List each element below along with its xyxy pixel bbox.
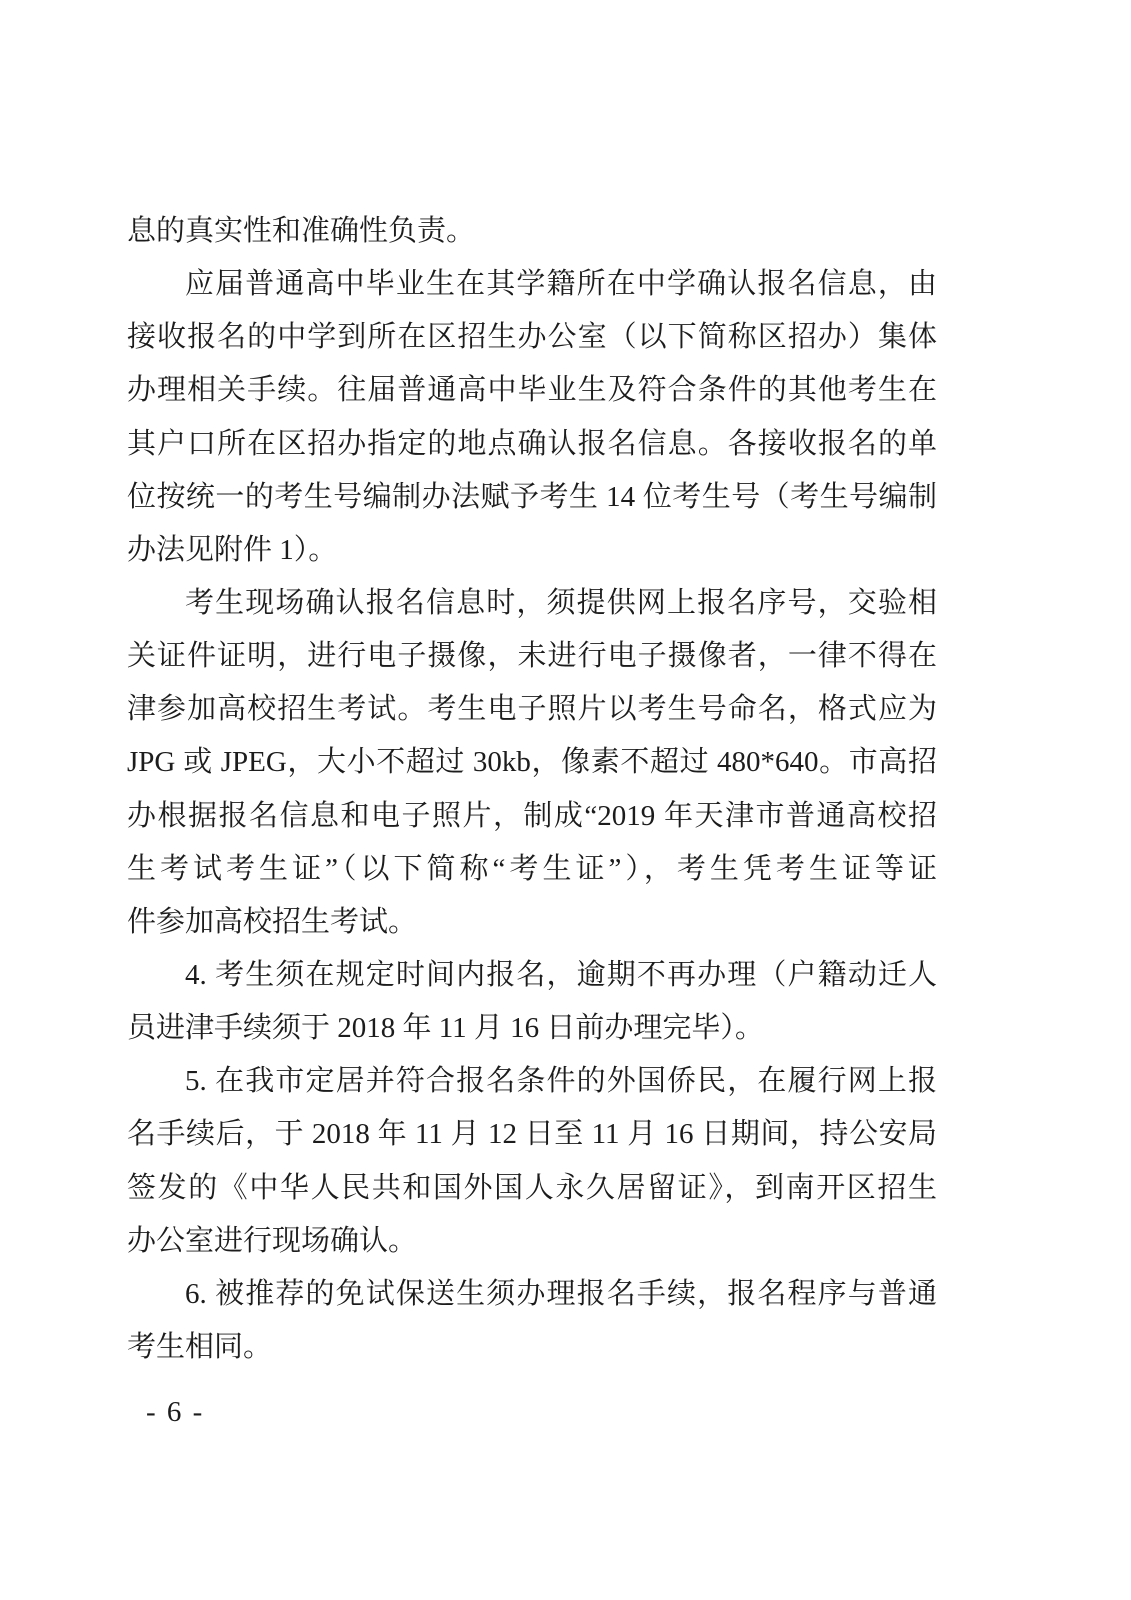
text-line: 办法见附件 1）。 (127, 533, 338, 566)
text-line: 件参加高校招生考试。 (127, 905, 418, 938)
text-line: 办根据报名信息和电子照片，制成“2019 年天津市普通高校招 (127, 799, 937, 832)
text-line: 其户口所在区招办指定的地点确认报名信息。各接收报名的单 (127, 427, 937, 460)
text-line: 津参加高校招生考试。考生电子照片以考生号命名，格式应为 (127, 693, 937, 726)
paragraph-item-5 (127, 1055, 937, 1268)
text-line: 接收报名的中学到所在区招生办公室（以下简称区招办）集体 (127, 321, 937, 354)
text-line: 办理相关手续。往届普通高中毕业生及符合条件的其他考生在 (127, 374, 937, 407)
text-line: 5. 在我市定居并符合报名条件的外国侨民，在履行网上报 (185, 1065, 937, 1098)
text-line: 位按统一的考生号编制办法赋予考生 14 位考生号（考生号编制 (127, 480, 937, 513)
text-line: 考生相同。 (127, 1330, 273, 1363)
text-line: 4. 考生须在规定时间内报名，逾期不再办理（户籍动迁人 (185, 958, 937, 991)
paragraph-confirm-registration (127, 258, 937, 577)
paragraph-item-6 (127, 1268, 937, 1374)
text-line: 应届普通高中毕业生在其学籍所在中学确认报名信息，由 (185, 268, 937, 301)
text-line: 考生现场确认报名信息时，须提供网上报名序号，交验相 (185, 586, 937, 619)
paragraph-item-4 (127, 949, 937, 1055)
text-line: 办公室进行现场确认。 (127, 1224, 418, 1257)
paragraph-continuation (127, 205, 937, 258)
text-line: JPG 或 JPEG，大小不超过 30kb，像素不超过 480*640。市高招 (127, 746, 937, 779)
text-line: 名手续后，于 2018 年 11 月 12 日至 11 月 16 日期间，持公安局 (127, 1118, 937, 1151)
page-number: - 6 - (146, 1396, 205, 1428)
text-line: 员进津手续须于 2018 年 11 月 16 日前办理完毕）。 (127, 1012, 764, 1045)
text-line: 签发的《中华人民共和国外国人永久居留证》，到南开区招生 (127, 1171, 937, 1204)
text-line: 关证件证明，进行电子摄像，未进行电子摄像者，一律不得在 (127, 640, 937, 673)
text-line: 6. 被推荐的免试保送生须办理报名手续，报名程序与普通 (185, 1277, 937, 1310)
text-line: 息的真实性和准确性负责。 (127, 215, 476, 247)
text-line: 生考试考生证”（以下简称“考生证”），考生凭考生证等证 (127, 852, 937, 885)
paragraph-onsite-confirmation (127, 577, 937, 949)
body-text (127, 205, 937, 1374)
